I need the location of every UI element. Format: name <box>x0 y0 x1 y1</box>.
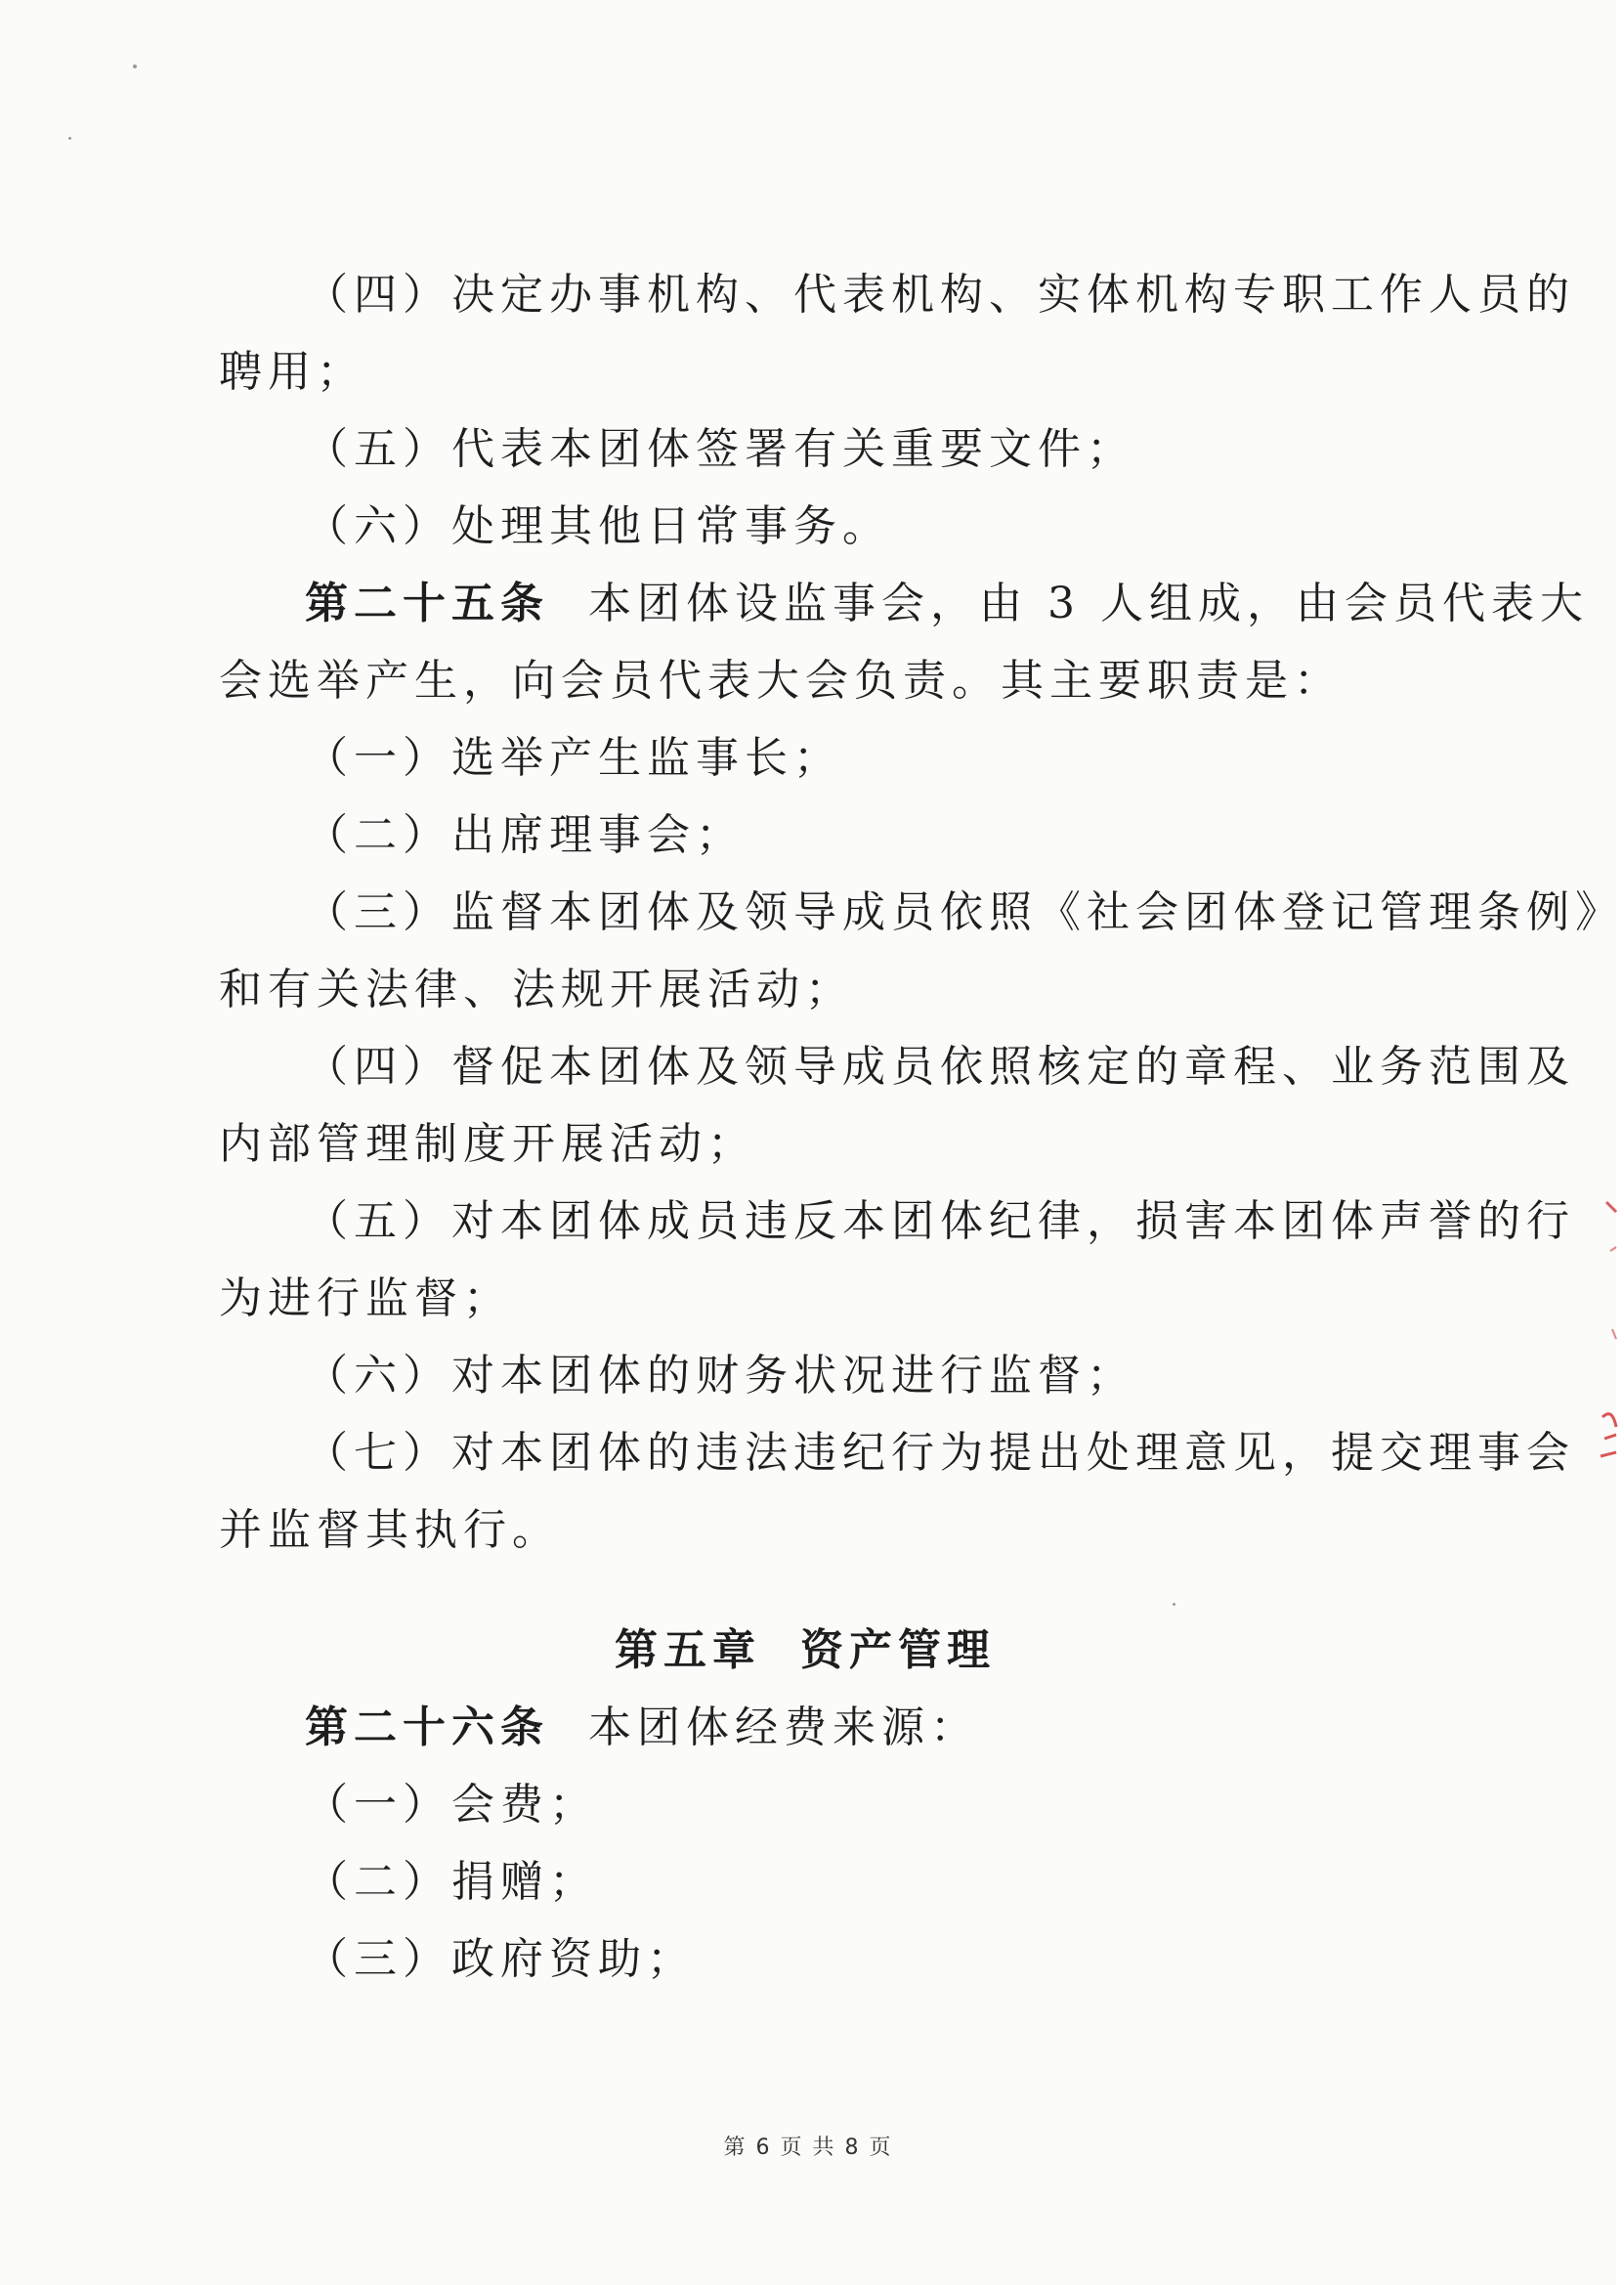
item-si-line: （四）决定办事机构、代表机构、实体机构专职工作人员的 <box>305 270 1575 320</box>
duty-6: （六）对本团体的财务状况进行监督； <box>305 1351 1135 1401</box>
scan-speck <box>68 137 71 140</box>
duty-1: （一）选举产生监事长； <box>305 733 842 783</box>
scan-speck <box>133 65 137 68</box>
duty-4: （四）督促本团体及领导成员依照核定的章程、业务范围及 <box>305 1042 1575 1092</box>
article-26-text: 本团体经费来源： <box>588 1703 979 1752</box>
article-26-label: 第二十六条 <box>305 1703 549 1752</box>
duty-3: （三）监督本团体及领导成员依照《社会团体登记管理条例》 <box>305 887 1624 937</box>
document-body <box>219 256 1624 1998</box>
duty-5: （五）对本团体成员违反本团体纪律，损害本团体声誉的行 <box>305 1196 1575 1246</box>
chapter-heading <box>219 1612 1421 1689</box>
source-3: （三）政府资助； <box>305 1934 696 1984</box>
article-25-continuation: 会选举产生，向会员代表大会负责。其主要职责是： <box>219 656 1343 706</box>
page-number-footer: 第 6 页 共 8 页 <box>723 2135 893 2160</box>
duty-2: （二）出席理事会； <box>305 810 745 860</box>
duty-7-continuation: 并监督其执行。 <box>219 1505 561 1555</box>
source-2: （二）捐赠； <box>305 1857 598 1907</box>
item-liu: （六）处理其他日常事务。 <box>305 501 891 551</box>
item-wu: （五）代表本团体签署有关重要文件； <box>305 424 1135 474</box>
source-1: （一）会费； <box>305 1780 598 1830</box>
item-si-continuation: 聘用； <box>219 347 365 397</box>
article-26 <box>219 1689 1421 1766</box>
article-25-text: 本团体设监事会，由 3 人组成，由会员代表大 <box>588 579 1589 628</box>
chapter-number: 第五章 <box>615 1625 761 1675</box>
duty-7: （七）对本团体的违法违纪行为提出处理意见，提交理事会 <box>305 1428 1575 1478</box>
duty-4-continuation: 内部管理制度开展活动； <box>219 1119 756 1169</box>
stamp-fragment-icon <box>1567 1183 1616 1534</box>
duty-3-continuation: 和有关法律、法规开展活动； <box>219 965 854 1014</box>
scan-speck <box>1173 1603 1175 1606</box>
chapter-title: 资产管理 <box>800 1625 996 1675</box>
article-25 <box>219 565 1589 642</box>
article-25-label: 第二十五条 <box>305 579 549 628</box>
duty-5-continuation: 为进行监督； <box>219 1273 512 1323</box>
